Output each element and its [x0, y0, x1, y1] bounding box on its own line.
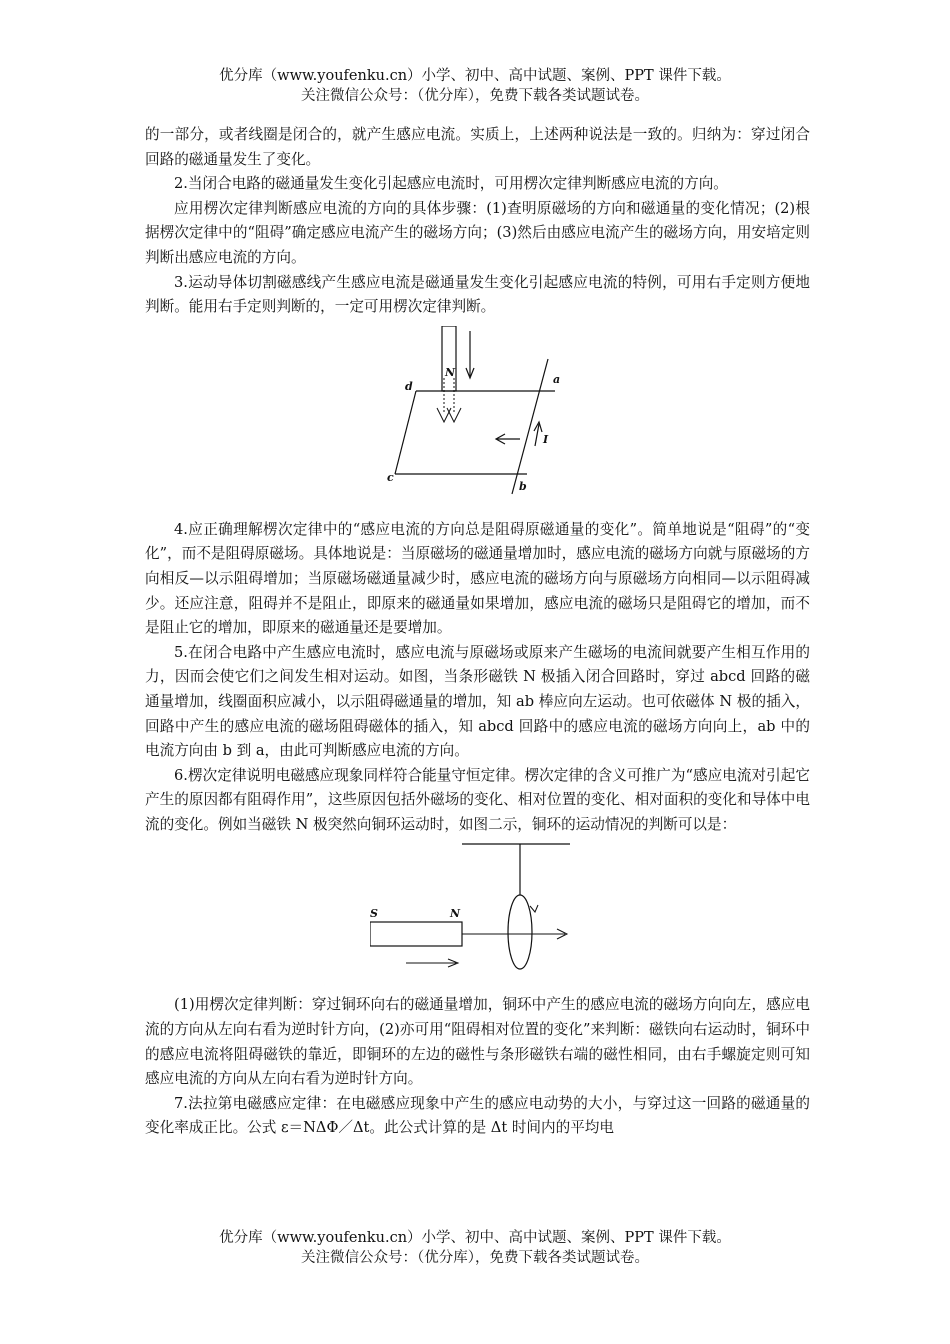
paragraph-6-answer: (1)用楞次定律判断：穿过铜环向右的磁通量增加，铜环中产生的感应电流的磁场方向向左，感应电流的方向从左向右看为逆时针方向，(2)亦可用“阻碍相对位置的变化”来判断：磁铁向右运动时，铜环中的感应电流将阻碍磁铁的靠近，即铜环的左边的磁性与条形磁铁右端的磁性相同，由右手螺旋定则可知感应电流的方向从左向右看为逆时针方向。	[145, 996, 810, 1088]
rod-ab	[512, 359, 548, 494]
ring-current-arrowhead	[530, 905, 538, 912]
page-footer	[0, 1228, 950, 1268]
page-header	[0, 66, 950, 106]
label-current: I	[543, 432, 549, 446]
magnet-n-label: N	[445, 365, 456, 379]
bar-magnet-horizontal	[370, 922, 462, 946]
label-b: b	[519, 479, 527, 493]
paragraph-4: 4.应正确理解楞次定律中的“感应电流的方向总是阻碍原磁通量的变化”。简单地说是“阻碍”的“变化”，而不是阻碍原磁场。具体地说是：当原磁场的磁通量增加时，感应电流的磁场方向就与原磁场的方向相反—以示阻碍增加；当原磁场磁通量减少时，感应电流的磁场方向与原磁场方向相同—以示阻碍减少。还应注意，阻碍并不是阻止，即原来的磁通量如果增加，感应电流的磁场只是阻碍它的增加，而不是阻止它的增加，即原来的磁通量还是要增加。	[145, 520, 810, 637]
paragraph-2: 2.当闭合电路的磁通量发生变化引起感应电流时，可用楞次定律判断感应电流的方向。	[174, 175, 728, 193]
rail-left	[395, 391, 416, 474]
label-c: c	[387, 470, 394, 484]
paragraph-5: 5.在闭合电路中产生感应电流时，感应电流与原磁场或原来产生磁场的电流间就要产生相互作用的力，因而会使它们之间发生相对运动。如图，当条形磁铁 N 极插入闭合回路时，穿过 abcd 回路的磁通量增加，线圈面积应减小，以示阻碍磁通量的增加，知 ab 棒应向左运动。也可依磁体 N 极的插入，回路中产生的感应电流的磁场阻碍磁体的插入，知 abcd 回路中的感应电流的磁场方向向上，ab 中的电流方向由 b 到 a，由此可判断感应电流的方向。	[145, 643, 810, 760]
footer-line-1: 优分库（www.youfenku.cn）小学、初中、高中试题、案例、PPT 课件下载。	[219, 1230, 731, 1246]
paragraph-steps: 应用楞次定律判断感应电流的方向的具体步骤：(1)查明原磁场的方向和磁通量的变化情况；(2)根据楞次定律中的“阻碍”确定感应电流产生的磁场方向；(3)然后由感应电流产生的磁场方向，用安培定则判断出感应电流的方向。	[145, 199, 810, 266]
paragraph-continued: 的一部分，或者线圈是闭合的，就产生感应电流。实质上，上述两种说法是一致的。归纳为：穿过闭合回路的磁通量发生了变化。	[145, 126, 810, 168]
magnet-n-label-2: N	[450, 907, 461, 921]
label-d: d	[405, 379, 413, 393]
paragraph-7: 7.法拉第电磁感应定律：在电磁感应现象中产生的感应电动势的大小，与穿过这一回路的磁通量的变化率成正比。公式 ε＝NΔΦ／Δt。此公式计算的是 Δt 时间内的平均电	[145, 1094, 810, 1137]
header-line-1: 优分库（www.youfenku.cn）小学、初中、高中试题、案例、PPT 课件下载。	[219, 68, 731, 84]
header-line-2: 关注微信公众号：（优分库），免费下载各类试题试卷。	[301, 88, 649, 104]
footer-line-2: 关注微信公众号：（优分库），免费下载各类试题试卷。	[301, 1250, 649, 1266]
figure-magnet-ring	[370, 840, 610, 985]
copper-ring	[508, 895, 532, 969]
figure-magnet-circuit	[385, 326, 585, 514]
bar-magnet	[442, 326, 456, 391]
paragraph-3: 3.运动导体切割磁感线产生感应电流是磁通量发生变化引起感应电流的特例，可用右手定则方便地判断。能用右手定则判断的，一定可用楞次定律判断。	[145, 273, 810, 316]
paragraph-6: 6.楞次定律说明电磁感应现象同样符合能量守恒定律。楞次定律的含义可推广为“感应电流对引起它产生的原因都有阻碍作用”，这些原因包括外磁场的变化、相对位置的变化、相对面积的变化和导体中电流的变化。例如当磁铁 N 极突然向铜环运动时，如图二示，铜环的运动情况的判断可以是：	[145, 766, 810, 833]
magnet-s-label: S	[370, 907, 378, 921]
document-body	[145, 123, 810, 1141]
label-a: a	[553, 372, 561, 386]
